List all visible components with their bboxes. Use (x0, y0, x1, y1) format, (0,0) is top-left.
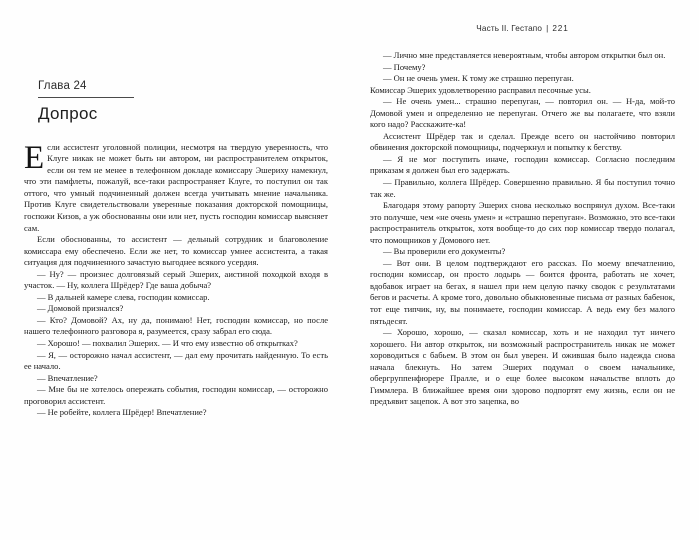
paragraph: Если обоснованны, то ассистент — дельный сотрудник и благоволение комиссара ему обеспечено. Если же нет, то комиссар умнее ассистента, а такая ситуация для подчиненного зачастую выгоднее всякого усердия. (24, 234, 328, 268)
paragraph: — Не очень умен... страшно перепуган, — повторил он. — Н-да, мой-то Домовой умен и определенно не перепуган. Отчего же вы полагаете, что взяли кого надо? Расскажите-ка! (370, 96, 675, 130)
paragraph: — Правильно, коллега Шрёдер. Совершенно правильно. Я бы поступил точно так же. (370, 177, 675, 199)
right-page (350, 0, 699, 540)
paragraph-text: сли ассистент уголовной полиции, несмотря на твердую уверенность, что Клуге никак не может быть ни автором, ни распространителем открыток, если он тем не менее в телефонном докладе комиссару Эшериху намекнул, что эти памфлеты, пожалуй, все-таки распространяет Клуге, то поступил он так оттого, что умный подчиненный должен всегда учитывать мнение начальника. Против Клуге свидетельствовали уверенные показания докторской помощницы, госпожи Кизов, а уж обоснованны они или нет, пусть господин комиссар выясняет сам. (24, 141, 328, 233)
drop-cap-initial: Е (24, 139, 45, 176)
page-number: 221 (552, 24, 569, 33)
paragraph: — Вы проверили его документы? (383, 246, 506, 257)
paragraph (24, 139, 328, 234)
right-page-body-text (370, 50, 675, 408)
paragraph: — Я не мог поступить иначе, господин комиссар. Согласно последним приказам я должен был его задержать. (370, 153, 675, 176)
paragraph: Ассистент Шрёдер так и сделал. Прежде всего он настойчиво повторил обвинения докторской помощницы, подчеркнул и попытку к бегству. (370, 130, 675, 153)
running-head-part-title: Часть II. Гестапо (476, 24, 543, 33)
paragraph: — Вот они. В целом подтверждают его рассказ. По моему впечатлению, господин комиссар, он просто лодырь — боится фронта, работать не хочет, вдобавок играет на бегах, я нашел при нем целую пачку сводок с результатами бегов и расчеты. А кроме того, довольно обыкновенные письма от разных бабенок, тот еще типчик, ну, вы понимаете, господин комиссар. А ведь ему без малого пятьдесят. (370, 257, 675, 326)
paragraph: — Хорошо! — похвалил Эшерих. — И что ему известно об открытках? (37, 337, 298, 348)
paragraph: — В дальней камере слева, господин комиссар. (37, 291, 210, 302)
running-head-separator: | (546, 24, 549, 33)
paragraph: — Впечатление? (37, 372, 98, 383)
chapter-divider-rule (38, 97, 134, 98)
chapter-number: Глава 24 (38, 80, 87, 92)
paragraph: — Почему? (383, 61, 426, 72)
paragraph: — Не робейте, коллега Шрёдер! Впечатление? (37, 407, 207, 418)
chapter-opener (24, 80, 328, 124)
paragraph: — Хорошо, хорошо, — сказал комиссар, хоть и не находил тут ничего хорошего. Ни автор открыток, ни возможный распространитель никак не может хороводиться с бабьем. В этом он был уверен. И ожившая было надежда снова начала блекнуть. Но затем Эшерих подумал о своем начальнике, обергруппенфюрере Пралле, и о еще более высоком начальстве вплоть до Гиммлера. В ближайшее время они здорово подпортят ему жизнь, если он не предъявит зацепок. А вот это зацепка, во (370, 327, 675, 407)
paragraph: — Лично мне представляется невероятным, чтобы автором открытки был он. (383, 50, 666, 60)
paragraph: Комиссар Эшерих удовлетворенно расправил песочные усы. (370, 84, 591, 95)
chapter-title: Допрос (38, 104, 98, 123)
paragraph: — Я, — осторожно начал ассистент, — дал ему прочитать найденную. То есть ее начало. (24, 349, 328, 372)
paragraph: — Он не очень умен. К тому же страшно перепуган. (383, 73, 574, 84)
paragraph: — Мне бы не хотелось опережать события, господин комиссар, — осторожно проговорил ассистент. (24, 384, 328, 406)
right-page-running-head (370, 22, 675, 36)
paragraph: Благодаря этому рапорту Эшерих снова несколько воспрянул духом. Все-таки это получше, чем «не очень умен» и «страшно перепуган». Возможно, это все-таки распространитель открыток, хотя вообще-то до сих пор комиссар твердо полагал, что помощников у Домового нет. (370, 200, 675, 245)
paragraph: — Кто? Домовой? Ах, ну да, понимаю! Нет, господин комиссар, но после нашего телефонного разговора я, разумеется, сразу забрал его сюда. (24, 314, 328, 337)
paragraph: — Ну? — произнес долговязый серый Эшерих, аистиной походкой входя в участок. — Ну, коллега Шрёдер? Где ваша добыча? (24, 268, 328, 291)
paragraph: — Домовой признался? (37, 303, 124, 314)
left-page-body-text (24, 139, 328, 419)
